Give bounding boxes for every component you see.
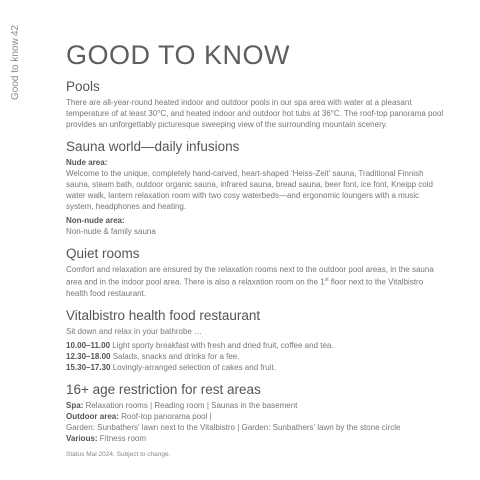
sauna-section [66, 138, 444, 237]
outdoor-line [66, 411, 444, 422]
non-nude-area-label: Non-nude area: [66, 216, 125, 225]
side-tab [10, 20, 28, 140]
vitalbistro-line-text: Lovingly-arranged selection of cakes and fruit. [110, 362, 276, 372]
nude-area-label: Nude area: [66, 158, 108, 167]
quiet-rooms-section [66, 245, 444, 299]
various-text: Fitness room [97, 433, 147, 443]
pools-text: There are all-year-round heated indoor and outdoor pools in our spa area with water at a pleasant temperature of at least 30°C, and heated indoor and outdoor hot tubs at 36°C. The roof-top panorama pool provides an unforgettably picturesque sweeping view of the surrounding mountain scenery. [66, 98, 444, 129]
age-restriction-heading: 16+ age restriction for rest areas [66, 381, 261, 397]
vitalbistro-time: 12.30–18.00 [66, 351, 111, 361]
sauna-heading: Sauna world—daily infusions [66, 139, 240, 154]
quiet-rooms-heading: Quiet rooms [66, 246, 140, 261]
vitalbistro-line-text: Salads, snacks and drinks for a fee. [110, 351, 240, 361]
nude-area-text: Welcome to the unique, completely hand-carved, heart-shaped ‘Heiss-Zeit’ sauna, Traditional Finnish sauna, steam bath, outdoor organic sauna, infrared sauna, bread sauna, beer font, ice font, Kneipp cold water walk, lantern relaxation room with two cosy waterbeds—and ergonomic loungers with a music system, headphones and heating. [66, 169, 433, 211]
quiet-rooms-text [66, 264, 444, 299]
vitalbistro-line [66, 351, 444, 362]
spa-text: Relaxation rooms | Reading room | Saunas in the basement [83, 400, 298, 410]
various-line [66, 433, 444, 444]
page-title: GOOD TO KNOW [66, 40, 291, 70]
pools-heading: Pools [66, 79, 100, 94]
quiet-text-part1: Comfort and relaxation are ensured by the relaxation rooms next to the outdoor pool areas, in the sauna area and in the indoor pool area. There is also a relaxation room on the 1 [66, 265, 434, 287]
quiet-text-sup: st [324, 277, 329, 283]
non-nude-area-text: Non-nude & family sauna [66, 227, 156, 236]
spa-line [66, 400, 444, 411]
outdoor-label: Outdoor area: [66, 411, 119, 421]
outdoor-text: Roof-top panorama pool | [118, 411, 212, 421]
vitalbistro-line [66, 340, 444, 351]
vitalbistro-section [66, 307, 444, 373]
vitalbistro-intro: Sit down and relax in your bathrobe … [66, 326, 203, 336]
spa-label: Spa: [66, 400, 84, 410]
page-content [66, 40, 444, 459]
quiet-text-part2: floor next to the Vitalbistro health food restaurant. [66, 277, 424, 298]
status-note: Status Mai 2024. Subject to change. [66, 450, 171, 458]
vitalbistro-line-text: Light sporty breakfast with fresh and dried fruit, coffee and tea. [110, 340, 334, 350]
vitalbistro-line [66, 362, 444, 373]
side-label: Good to know [10, 38, 21, 100]
garden-line: Garden: Sunbathers’ lawn next to the Vitalbistro | Garden: Sunbathers’ lawn by the stone circle [66, 422, 401, 432]
age-restriction-section [66, 381, 444, 444]
vitalbistro-time: 15.30–17.30 [66, 362, 111, 372]
page-number: 42 [10, 24, 21, 36]
pools-section [66, 78, 444, 130]
vitalbistro-heading: Vitalbistro health food restaurant [66, 307, 261, 323]
various-label: Various: [66, 433, 98, 443]
vitalbistro-time: 10.00–11.00 [66, 340, 111, 350]
